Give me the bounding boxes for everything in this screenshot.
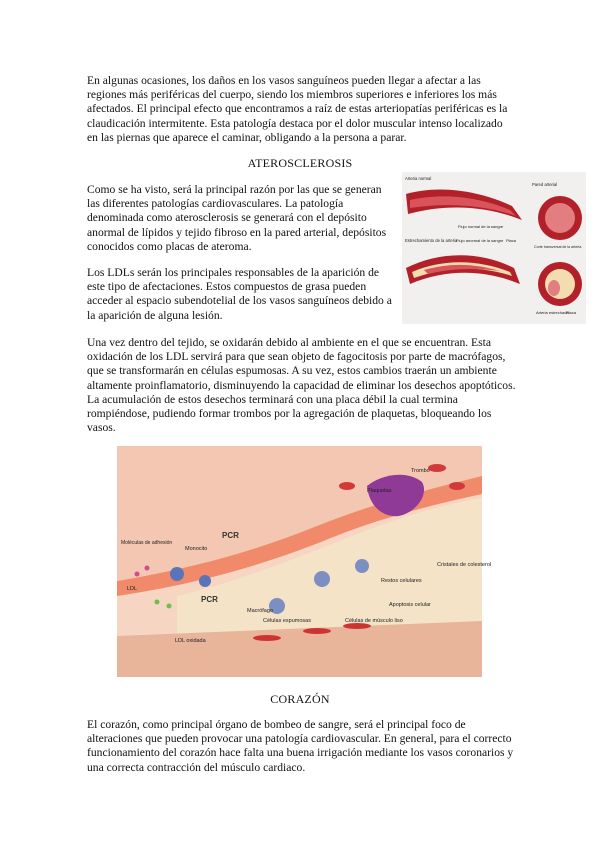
section-heading-heart: CORAZÓN <box>270 692 330 706</box>
section-heading-atherosclerosis: ATEROSCLEROSIS <box>247 156 353 170</box>
label-plaque-2: Placa <box>566 310 577 315</box>
artery-narrowing-figure <box>402 172 586 324</box>
label-cross-section: Corte transversal de la arteria <box>534 245 582 249</box>
label-narrowing: Estrechamiento de la arteria <box>405 238 458 243</box>
atherosclerosis-paragraph-1: Como se ha visto, será la principal razón por las que se generan las diferentes patologías cardiovasculares. La patología denominada como aterosclerosis se generará con el depósito anormal de lípidos y tejido fibroso en la pared arterial, depósitos conocidos como placas de ateroma. <box>87 183 387 253</box>
label-smooth-muscle: Células de músculo liso <box>345 618 403 624</box>
label-abnormal-flow: Flujo anormal de la sangre <box>456 238 504 243</box>
label-plaque: Placa <box>506 238 517 243</box>
atherosclerosis-paragraph-3: Una vez dentro del tejido, se oxidarán debido al ambiente en el que se encuentran. Esta oxidación de los LDL servirá para que sean objeto de fagocitosis por parte de macrófagos, que se transformarán en células espumosas. A su vez, estos cambios traerán un ambiente altamente proinflamatorio, disminuyendo la capacidad de eliminar los desechos apoptóticos. La acumulación de estos desechos terminará con una placa débil la cual termina rompiéndose, pudiendo formar trombos por la agregación de plaquetas, bloqueando los vasos. <box>87 336 516 435</box>
label-adhesion-molecules: Moléculas de adhesión <box>121 540 173 546</box>
label-platelets: Plaquetas <box>367 488 392 494</box>
label-ldl: LDL <box>127 586 138 592</box>
atheroma-plaque-figure <box>117 446 492 677</box>
label-oxidized-ldl: LDL oxidada <box>175 638 206 644</box>
atherosclerosis-paragraph-2: Los LDLs serán los principales responsables de la aparición de este tipo de afectaciones. Estos compuestos de grasa pueden acceder al espacio subendotelial de los vasos sanguíneos debido a la aparición de alguna lesión. <box>87 266 392 322</box>
intro-paragraph: En algunas ocasiones, los daños en los vasos sanguíneos pueden llegar a afectar a las regiones más periféricas del cuerpo, siendo los miembros superiores e inferiores los más afectados. El principal efecto que encontramos a raíz de estas arteriopatías periféricas es la claudicación intermitente. Esta patología destaca por el dolor muscular intenso localizado en las piernas que aparece el caminar, obligando a la persona a parar. <box>87 74 508 144</box>
label-cell-debris: Restos celulares <box>381 578 422 584</box>
label-cholesterol-crystals: Cristales de colesterol <box>437 562 492 568</box>
label-macrophage: Macrófago <box>247 608 273 614</box>
label-foam-cells: Células espumosas <box>263 618 311 624</box>
label-pcr-bottom: PCR <box>201 595 218 604</box>
label-thrombus: Trombo <box>411 468 430 474</box>
label-narrowed-artery: Arteria estrechada <box>536 310 569 315</box>
label-pcr-top: PCR <box>222 531 239 540</box>
label-monocyte: Monocito <box>185 546 208 552</box>
label-arterial-wall: Pared arterial <box>532 182 558 187</box>
label-apoptosis: Apoptosis celular <box>389 602 431 608</box>
label-normal-flow: Flujo normal de la sangre <box>458 224 504 229</box>
label-normal-artery: Arteria normal <box>405 176 432 181</box>
heart-paragraph-1: El corazón, como principal órgano de bombeo de sangre, será el principal foco de alteraciones que pueden provocar una patología cardiovascular. En general, para el correcto funcionamiento del corazón hace falta una buena irrigación mediante los vasos coronarios y una correcta contracción del músculo cardiaco. <box>87 718 514 774</box>
